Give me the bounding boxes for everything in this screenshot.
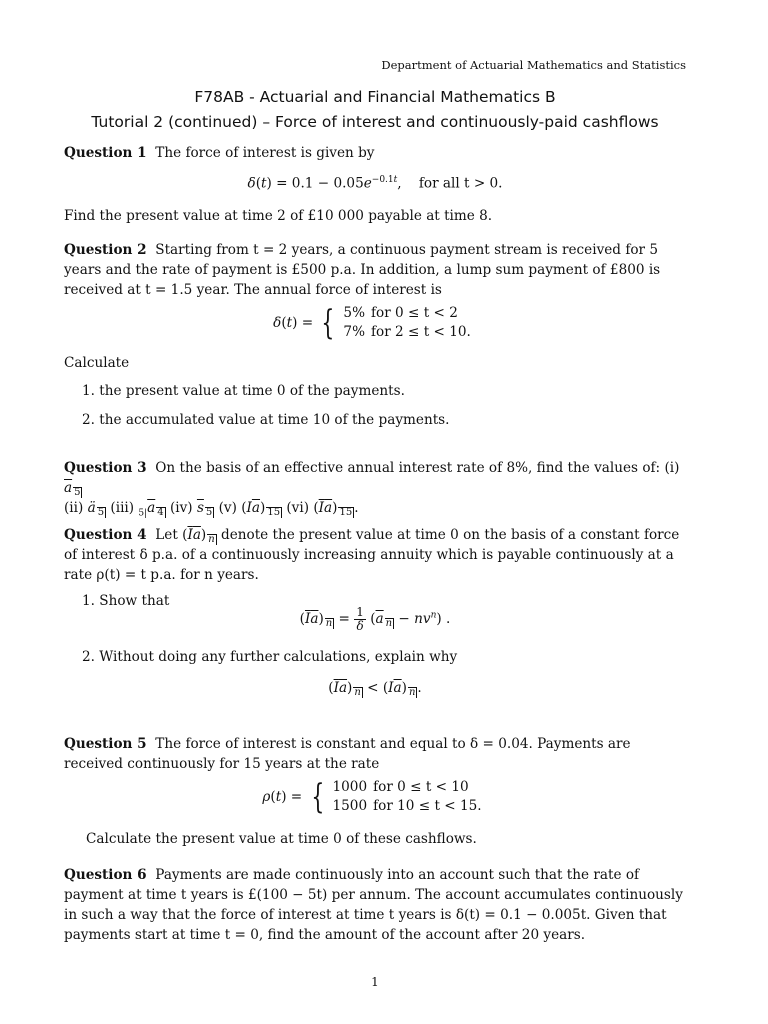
q5-case1-cond: for 0 ≤ t < 10 <box>373 779 469 795</box>
question-1-intro: The force of interest is given by <box>155 145 375 161</box>
question-1-equation: $\delta(t) = 0.1 - 0.05e^{-0.1t}$, for all t > 0. <box>247 175 503 192</box>
q2-case2-value: 7% <box>343 324 365 340</box>
department-header: Department of Actuarial Mathematics and Statistics <box>381 58 686 72</box>
question-2-item-1: 1. the present value at time 0 of the payments. <box>82 383 405 399</box>
question-6-label: Question 6 <box>64 867 147 883</box>
question-4: Question 4 Let $(\overline{I}\overline{a})$ n denote the present value at time 0 on the basis of a constant force of interest δ p.a. of a continuously increasing annuity which is payable continuously at a rate ρ(t) = t p.a. for n years. <box>64 527 680 583</box>
question-5-closing: Calculate the present value at time 0 of these cashflows. <box>86 831 477 847</box>
question-1-label: Question 1 <box>64 145 147 161</box>
question-5-piecewise: ρ(t) = { 1000 for 0 ≤ t < 10 1500 for 10 ≤ t < 15. <box>64 778 686 816</box>
question-5 <box>64 734 686 774</box>
q2-case1-cond: for 0 ≤ t < 2 <box>371 305 458 321</box>
question-1-text: Find the present value at time 2 of £10 000 payable at time 8. <box>64 208 493 224</box>
question-4-equation-1: $(\overline{I}\overline{a}) n$ = $\frac{1}{\delta}$ ($\overline{a}$ $n - nv^n$) . <box>299 605 451 633</box>
q5-case2-value: 1500 <box>332 798 368 814</box>
question-4-item-1: 1. Show that <box>82 593 170 609</box>
q5-case1-value: 1000 <box>332 779 368 795</box>
q5-case2-cond: for 10 ≤ t < 15. <box>373 798 482 814</box>
question-6 <box>64 865 686 945</box>
question-3-text: On the basis of an effective annual interest rate of 8%, find the values of: <box>155 460 661 476</box>
course-title: F78AB - Actuarial and Financial Mathematics B <box>194 88 556 106</box>
question-3: Question 3 On the basis of an effective annual interest rate of 8%, find the values of: (i) $\overline{a}$ 5 (ii) ä 5 (iii) $_{5|}\overline{a}$ 4 (iv) $\overline{s}$ 5 (v) $(I\overline{a})$ 15 (vi) $(\overline{I}\overline{a})$ 15 . <box>64 460 680 519</box>
tutorial-title: Tutorial 2 (continued) – Force of interest and continuously-paid cashflows <box>91 113 659 131</box>
question-4-equation-2: $(\overline{I}\overline{a}) n < (I\overline{a})$ n . <box>328 680 422 698</box>
question-6-text: Payments are made continuously into an account such that the rate of payment at time t years is £(100 − 5t) per annum. The account accumulates continuously in such a way that the force of interest at time t years is δ(t) = 0.1 − 0.005t. Given that payments start at time t = 0, find the amount of the account after 20 years. <box>64 867 683 943</box>
question-3-label: Question 3 <box>64 460 147 476</box>
question-5-label: Question 5 <box>64 736 147 752</box>
question-1 <box>64 143 686 163</box>
question-2 <box>64 240 686 300</box>
question-2-text: Starting from t = 2 years, a continuous payment stream is received for 5 years and the rate of payment is £500 p.a. In addition, a lump sum payment of £800 is received at t = 1.5 year. The annual force of interest is <box>64 242 661 298</box>
question-4-item-2: 2. Without doing any further calculations, explain why <box>82 649 458 665</box>
question-2-item-2: 2. the accumulated value at time 10 of the payments. <box>82 412 450 428</box>
question-2-calculate: Calculate <box>64 355 130 371</box>
question-5-text: The force of interest is constant and equal to δ = 0.04. Payments are received continuously for 15 years at the rate <box>64 736 631 772</box>
question-4-label: Question 4 <box>64 527 147 543</box>
q2-case1-value: 5% <box>343 305 365 321</box>
question-4-text: denote the present value at time 0 on the basis of a constant force of interest δ p.a. of a continuously increasing annuity which is payable continuously at a rate ρ(t) = t p.a. for n years. <box>64 527 680 583</box>
question-1-condition: for all t > 0. <box>418 175 503 192</box>
q2-case2-cond: for 2 ≤ t < 10. <box>371 324 471 340</box>
question-2-piecewise: δ(t) = { 5% for 0 ≤ t < 2 7% for 2 ≤ t < 10. <box>64 304 686 342</box>
page-number: 1 <box>371 975 379 989</box>
question-2-label: Question 2 <box>64 242 147 258</box>
